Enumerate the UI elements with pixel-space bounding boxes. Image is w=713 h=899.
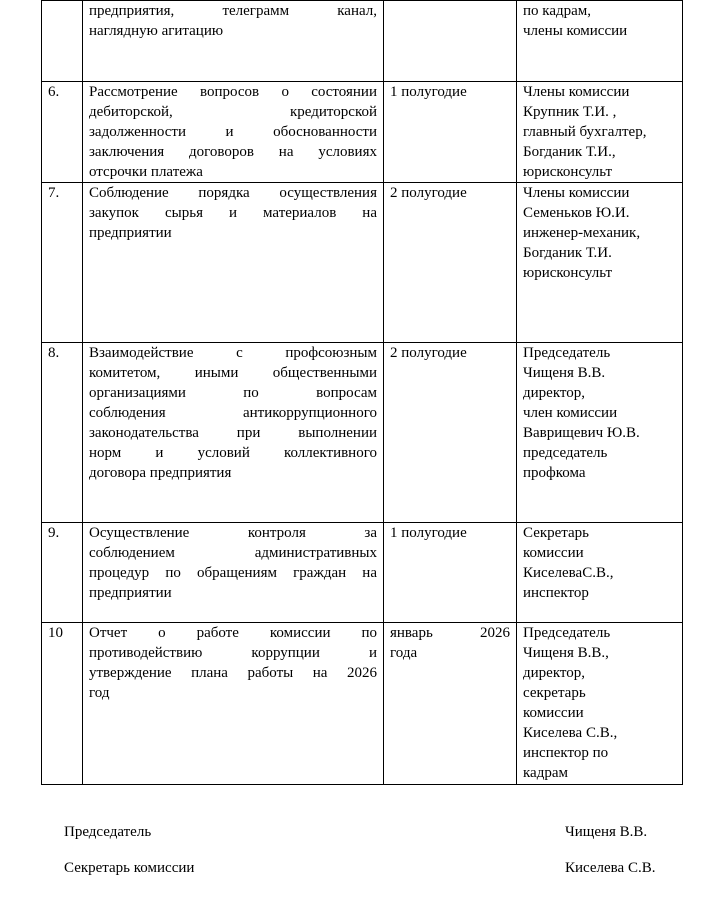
table-row (42, 523, 683, 623)
activity-description-line: Отчет о работе комиссии по (89, 625, 377, 641)
activity-description (83, 623, 384, 785)
table-row (42, 183, 683, 343)
activity-description (83, 1, 384, 82)
activity-description-line: задолженности и обоснованности (89, 124, 377, 140)
row-number (42, 1, 83, 82)
responsible-line: Секретарь (523, 525, 590, 541)
responsible-line: КиселеваС.В., (523, 565, 614, 581)
activity-description-line: наглядную агитацию (89, 23, 224, 39)
responsible-line: юрисконсульт (523, 164, 613, 180)
deadline-line: 1 полугодие (390, 84, 467, 100)
responsible-line: директор, (523, 665, 586, 681)
activity-description-line: дебиторской, кредиторской (89, 104, 377, 120)
table-row (42, 82, 683, 183)
responsible-line: комиссии (523, 545, 584, 561)
activity-description-line: договора предприятия (89, 465, 232, 481)
activity-description-line: соблюдением административных (89, 545, 377, 561)
responsible (517, 183, 683, 343)
responsible-line: председатель (523, 445, 608, 461)
row-number: 8. (42, 343, 83, 523)
responsible-line: инспектор (523, 585, 589, 601)
table-row (42, 343, 683, 523)
deadline (384, 1, 517, 82)
responsible-line: Чищеня В.В. (523, 365, 606, 381)
responsible-line: Богданик Т.И., (523, 144, 616, 160)
responsible-line: директор, (523, 385, 586, 401)
activity-description-line: предприятии (89, 225, 172, 241)
responsible-line: кадрам (523, 765, 568, 781)
activity-description-line: утверждение плана работы на 2026 (89, 665, 377, 681)
table-row (42, 623, 683, 785)
responsible-line: юрисконсульт (523, 265, 613, 281)
activity-description (83, 82, 384, 183)
activity-description-line: норм и условий коллективного (89, 445, 377, 461)
row-number: 10 (42, 623, 83, 785)
responsible-line: Члены комиссии (523, 84, 630, 100)
deadline (384, 623, 517, 785)
responsible (517, 82, 683, 183)
chair-name: Чищеня В.В. (565, 824, 648, 840)
responsible-line: члены комиссии (523, 23, 628, 39)
responsible (517, 343, 683, 523)
responsible-line: инспектор по (523, 745, 609, 761)
responsible-line: Богданик Т.И. (523, 245, 612, 261)
deadline (384, 523, 517, 623)
responsible-line: Чищеня В.В., (523, 645, 609, 661)
deadline-line: 2 полугодие (390, 345, 467, 361)
activity-description-line: Рассмотрение вопросов о состоянии (89, 84, 377, 100)
activity-description-line: заключения договоров на условиях (89, 144, 377, 160)
deadline (384, 343, 517, 523)
responsible-line: главный бухгалтер, (523, 124, 647, 140)
row-number: 6. (42, 82, 83, 183)
activity-description-line: организациями по вопросам (89, 385, 377, 401)
responsible (517, 1, 683, 82)
chair-title: Председатель (64, 824, 152, 840)
activity-description-line: Соблюдение порядка осуществления (89, 185, 377, 201)
responsible (517, 623, 683, 785)
activity-description-line: предприятия, телеграмм канал, (89, 3, 377, 19)
responsible-line: Члены комиссии (523, 185, 630, 201)
secretary-name: Киселева С.В. (565, 860, 656, 876)
activity-description-line: закупок сырья и материалов на (89, 205, 377, 221)
deadline-line: 2 полугодие (390, 185, 467, 201)
table-row (42, 1, 683, 82)
responsible-line: Крупник Т.И. , (523, 104, 617, 120)
activity-description-line: противодействию коррупции и (89, 645, 377, 661)
responsible (517, 523, 683, 623)
responsible-line: Председатель (523, 345, 611, 361)
work-plan-table (41, 0, 683, 785)
responsible-line: Ваврищевич Ю.В. (523, 425, 640, 441)
responsible-line: комиссии (523, 705, 584, 721)
activity-description (83, 183, 384, 343)
activity-description-line: год (89, 685, 110, 701)
work-plan-body (42, 1, 683, 785)
activity-description-line: Осуществление контроля за (89, 525, 377, 541)
activity-description-line: отсрочки платежа (89, 164, 203, 180)
responsible-line: Председатель (523, 625, 611, 641)
responsible-line: член комиссии (523, 405, 618, 421)
responsible-line: профкома (523, 465, 586, 481)
activity-description-line: соблюдения антикоррупционного (89, 405, 377, 421)
responsible-line: Семеньков Ю.И. (523, 205, 630, 221)
activity-description-line: процедур по обращениям граждан на (89, 565, 377, 581)
activity-description-line: Взаимодействие с профсоюзным (89, 345, 377, 361)
responsible-line: по кадрам, (523, 3, 592, 19)
row-number: 7. (42, 183, 83, 343)
activity-description (83, 523, 384, 623)
activity-description (83, 343, 384, 523)
row-number: 9. (42, 523, 83, 623)
activity-description-line: предприятии (89, 585, 172, 601)
secretary-title: Секретарь комиссии (64, 860, 195, 876)
responsible-line: Киселева С.В., (523, 725, 618, 741)
deadline-line: года (390, 645, 418, 661)
deadline (384, 82, 517, 183)
deadline-line: январь 2026 (390, 625, 510, 641)
responsible-line: инженер-механик, (523, 225, 641, 241)
activity-description-line: комитетом, иными общественными (89, 365, 377, 381)
activity-description-line: законодательства при выполнении (89, 425, 377, 441)
responsible-line: секретарь (523, 685, 586, 701)
deadline (384, 183, 517, 343)
deadline-line: 1 полугодие (390, 525, 467, 541)
